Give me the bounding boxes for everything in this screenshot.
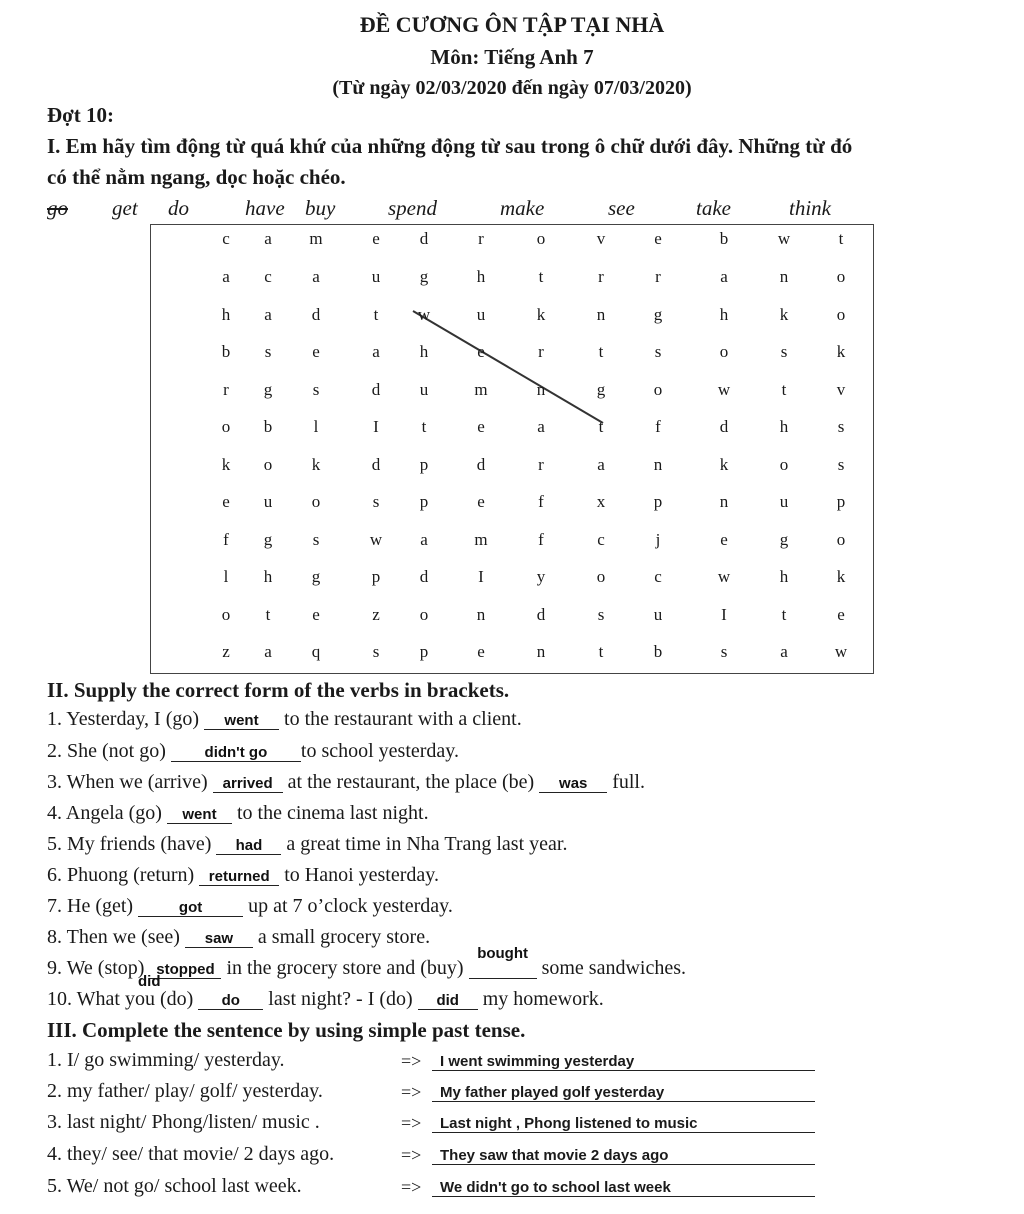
exercise-line — [47, 895, 453, 918]
question-text: a great time in Nha Trang last year. — [281, 833, 568, 855]
grid-cell: p — [419, 642, 429, 661]
grid-cell: n — [596, 305, 606, 324]
grid-cell: t — [838, 229, 844, 248]
grid-cell: b — [221, 342, 231, 361]
sentence-answer: We didn't go to school last week — [432, 1179, 815, 1197]
grid-cell: a — [312, 267, 320, 286]
grid-cell: t — [781, 380, 787, 399]
grid-cell: t — [373, 305, 379, 324]
grid-cell: k — [536, 305, 546, 324]
arrow-icon: => — [401, 1177, 422, 1197]
grid-cell: m — [474, 380, 488, 399]
grid-cell: m — [474, 530, 488, 549]
grid-cell: a — [420, 530, 428, 549]
grid-cell: o — [779, 455, 789, 474]
answer-blank: had — [216, 837, 281, 855]
arrow-icon: => — [401, 1082, 422, 1102]
grid-cell: g — [653, 305, 663, 324]
grid-cell: m — [309, 229, 323, 248]
grid-cell: w — [417, 305, 431, 324]
arrow-icon: => — [401, 1145, 422, 1165]
grid-cell: d — [311, 305, 321, 324]
grid-cell: s — [837, 417, 845, 436]
grid-cell: n — [653, 455, 663, 474]
grid-cell: a — [537, 417, 545, 436]
grid-cell: w — [717, 380, 731, 399]
grid-cell: n — [476, 605, 486, 624]
grid-cell: p — [371, 567, 381, 586]
answer-blank: was — [539, 775, 607, 793]
question-text: to school yesterday. — [300, 740, 459, 762]
grid-cell: c — [264, 267, 272, 286]
word-item: have — [245, 196, 285, 220]
grid-cell: k — [311, 455, 321, 474]
question-text: to the restaurant with a client. — [279, 708, 522, 730]
question-text: 3. When we (arrive) — [47, 771, 213, 793]
grid-cell: q — [311, 642, 321, 661]
sentence-answer: My father played golf yesterday — [432, 1084, 815, 1102]
question-text: 4. Angela (go) — [47, 802, 167, 824]
answer-blank: bought — [469, 961, 537, 979]
grid-cell: t — [781, 605, 787, 624]
grid-cell: v — [596, 229, 606, 248]
question-text: 10. What you (do) — [47, 988, 199, 1010]
batch-label: Đợt 10: — [47, 103, 115, 127]
arrow-icon: => — [401, 1051, 422, 1071]
exercise-line — [47, 973, 604, 1011]
grid-cell: s — [264, 342, 272, 361]
answer-blank: went — [167, 806, 232, 824]
sentence-prompt: 2. my father/ play/ golf/ yesterday. — [47, 1080, 323, 1102]
grid-cell: u — [653, 605, 663, 624]
answer-blank: didn't go — [171, 744, 301, 762]
exercise-line — [47, 926, 430, 949]
grid-cell: w — [777, 229, 791, 248]
grid-cell: j — [655, 530, 661, 549]
grid-cell: r — [538, 342, 544, 361]
grid-cell: a — [780, 642, 788, 661]
grid-cell: f — [538, 530, 544, 549]
word-item: buy — [305, 196, 336, 220]
word-item: do — [168, 196, 189, 220]
grid-cell: o — [596, 567, 606, 586]
grid-cell: e — [654, 229, 662, 248]
word-list — [0, 196, 1024, 222]
grid-cell: v — [836, 380, 846, 399]
sentence-prompt: 4. they/ see/ that movie/ 2 days ago. — [47, 1143, 335, 1165]
grid-cell: k — [779, 305, 789, 324]
grid-cell: t — [598, 342, 604, 361]
word-item: make — [500, 196, 545, 220]
grid-cell: e — [312, 605, 320, 624]
exercise-line — [47, 864, 439, 887]
grid-cell: t — [421, 417, 427, 436]
sentence-prompt: 1. I/ go swimming/ yesterday. — [47, 1049, 285, 1071]
grid-cell: a — [222, 267, 230, 286]
question-text: 1. Yesterday, I (go) — [47, 708, 205, 730]
grid-cell: b — [263, 417, 273, 436]
grid-cell: g — [419, 267, 429, 286]
grid-cell: d — [476, 455, 486, 474]
question-text: 9. We (stop) — [47, 957, 150, 979]
section1-instruction-line2: có thể nằm ngang, dọc hoặc chéo. — [47, 165, 346, 189]
word-item: take — [696, 196, 731, 220]
grid-cell: u — [476, 305, 486, 324]
grid-cell: d — [371, 380, 381, 399]
question-text: some sandwiches. — [536, 957, 687, 979]
grid-cell: a — [597, 455, 605, 474]
grid-cell: n — [719, 492, 729, 511]
question-text: 5. My friends (have) — [47, 833, 217, 855]
answer-blank: got — [138, 899, 243, 917]
question-text: to Hanoi yesterday. — [279, 864, 439, 886]
grid-cell: e — [477, 417, 485, 436]
grid-cell: s — [780, 342, 788, 361]
grid-cell: h — [476, 267, 486, 286]
grid-cell: p — [653, 492, 663, 511]
grid-cell: o — [221, 417, 231, 436]
grid-cell: c — [597, 530, 605, 549]
sentence-prompt: 5. We/ not go/ school last week. — [47, 1175, 302, 1197]
grid-cell: g — [311, 567, 321, 586]
grid-cell: w — [717, 567, 731, 586]
exercise-line — [47, 740, 459, 763]
grid-cell: a — [264, 305, 272, 324]
date-range: (Từ ngày 02/03/2020 đến ngày 07/03/2020) — [332, 77, 692, 99]
grid-cell: s — [372, 642, 380, 661]
grid-cell: o — [719, 342, 729, 361]
answer-blank: did — [418, 992, 478, 1010]
grid-cell: e — [720, 530, 728, 549]
section1-instruction-line1: I. Em hãy tìm động từ quá khứ của những động từ sau trong ô chữ dưới đây. Những từ đó — [47, 134, 853, 158]
grid-cell: z — [222, 642, 230, 661]
grid-cell: k — [719, 455, 729, 474]
grid-cell: u — [419, 380, 429, 399]
grid-cell: g — [779, 530, 789, 549]
grid-cell: h — [221, 305, 231, 324]
solution-line — [151, 225, 875, 675]
grid-cell: s — [654, 342, 662, 361]
question-text: in the grocery store and (buy) — [221, 957, 469, 979]
grid-cell: f — [223, 530, 229, 549]
grid-cell: b — [653, 642, 663, 661]
answer-blank: saw — [185, 930, 253, 948]
grid-cell: a — [264, 642, 272, 661]
grid-cell: r — [538, 455, 544, 474]
grid-cell: e — [477, 342, 485, 361]
section2-heading: II. Supply the correct form of the verbs in brackets. — [47, 678, 510, 702]
answer-blank: arrived — [213, 775, 283, 793]
sentence-answer: I went swimming yesterday — [432, 1053, 815, 1071]
question-text: last night? - I (do) — [263, 988, 418, 1010]
arrow-icon: => — [401, 1113, 422, 1133]
grid-cell: o — [836, 530, 846, 549]
grid-cell: u — [371, 267, 381, 286]
grid-cell: p — [419, 492, 429, 511]
sentence-prompt: 3. last night/ Phong/listen/ music . — [47, 1111, 320, 1133]
grid-cell: c — [222, 229, 230, 248]
grid-cell: d — [419, 567, 429, 586]
word-item: spend — [388, 196, 437, 220]
grid-cell: h — [719, 305, 729, 324]
grid-cell: t — [538, 267, 544, 286]
grid-cell: c — [654, 567, 662, 586]
exercise-line — [47, 833, 567, 856]
grid-cell: h — [419, 342, 429, 361]
grid-cell: h — [779, 417, 789, 436]
grid-cell: r — [598, 267, 604, 286]
grid-cell: s — [312, 380, 320, 399]
grid-cell: o — [653, 380, 663, 399]
grid-cell: p — [836, 492, 846, 511]
sentence-answer: Last night , Phong listened to music — [432, 1115, 815, 1133]
grid-cell: s — [597, 605, 605, 624]
question-text: up at 7 o’clock yesterday. — [243, 895, 453, 917]
answer-blank: stopped — [149, 961, 221, 979]
grid-cell: p — [419, 455, 429, 474]
grid-cell: I — [373, 417, 379, 436]
word-item: go — [47, 196, 68, 220]
grid-cell: t — [265, 605, 271, 624]
grid-cell: o — [311, 492, 321, 511]
question-text: 8. Then we (see) — [47, 926, 185, 948]
grid-cell: r — [655, 267, 661, 286]
grid-cell: t — [598, 642, 604, 661]
grid-cell: e — [312, 342, 320, 361]
question-text: 6. Phuong (return) — [47, 864, 200, 886]
grid-cell: u — [263, 492, 273, 511]
section3-heading: III. Complete the sentence by using simple past tense. — [47, 1018, 526, 1042]
grid-cell: t — [598, 417, 604, 436]
grid-cell: s — [312, 530, 320, 549]
grid-cell: k — [221, 455, 231, 474]
grid-cell: f — [538, 492, 544, 511]
grid-cell: w — [834, 642, 848, 661]
grid-cell: y — [536, 567, 546, 586]
answer-blank: went — [204, 712, 279, 730]
exercise-line — [47, 708, 522, 731]
grid-cell: k — [836, 567, 846, 586]
grid-cell: I — [478, 567, 484, 586]
inserted-word: did — [138, 973, 161, 990]
grid-cell: b — [719, 229, 729, 248]
grid-cell: s — [837, 455, 845, 474]
grid-cell: h — [263, 567, 273, 586]
grid-cell: s — [372, 492, 380, 511]
exercise-line — [47, 802, 429, 825]
grid-cell: a — [264, 229, 272, 248]
grid-cell: d — [371, 455, 381, 474]
grid-cell: w — [369, 530, 383, 549]
grid-cell: h — [779, 567, 789, 586]
grid-cell: o — [263, 455, 273, 474]
grid-cell: s — [720, 642, 728, 661]
grid-cell: n — [536, 642, 546, 661]
word-item: get — [112, 196, 138, 220]
answer-blank: returned — [199, 868, 279, 886]
grid-cell: o — [419, 605, 429, 624]
answer-blank: do — [198, 992, 263, 1010]
grid-cell: n — [536, 380, 546, 399]
grid-cell: l — [313, 417, 319, 436]
grid-cell: o — [221, 605, 231, 624]
grid-cell: e — [372, 229, 380, 248]
exercise-line — [47, 771, 645, 794]
grid-cell: e — [477, 642, 485, 661]
grid-cell: o — [836, 305, 846, 324]
grid-cell: k — [836, 342, 846, 361]
grid-cell: d — [536, 605, 546, 624]
grid-cell: d — [719, 417, 729, 436]
grid-cell: f — [655, 417, 661, 436]
question-text: 2. She (not go) — [47, 740, 171, 762]
grid-cell: e — [837, 605, 845, 624]
grid-cell: g — [596, 380, 606, 399]
question-text: a small grocery store. — [252, 926, 431, 948]
question-text: 7. He (get) — [47, 895, 139, 917]
question-text: my homework. — [477, 988, 604, 1010]
grid-cell: r — [223, 380, 229, 399]
word-search-grid — [150, 224, 874, 674]
grid-cell: d — [419, 229, 429, 248]
word-item: think — [789, 196, 831, 220]
grid-cell: o — [836, 267, 846, 286]
grid-cell: x — [596, 492, 606, 511]
question-text: to the cinema last night. — [231, 802, 429, 824]
grid-cell: e — [477, 492, 485, 511]
grid-cell: n — [779, 267, 789, 286]
question-text: full. — [607, 771, 645, 793]
subject-line: Môn: Tiếng Anh 7 — [430, 45, 594, 69]
document-title: ĐỀ CƯƠNG ÔN TẬP TẠI NHÀ — [359, 12, 665, 37]
grid-cell: g — [263, 380, 273, 399]
sentence-answer: They saw that movie 2 days ago — [432, 1147, 815, 1165]
grid-cell: a — [372, 342, 380, 361]
grid-cell: z — [372, 605, 380, 624]
grid-cell: I — [721, 605, 727, 624]
question-text: at the restaurant, the place (be) — [282, 771, 540, 793]
grid-cell: e — [222, 492, 230, 511]
grid-cell: o — [536, 229, 546, 248]
grid-cell: l — [223, 567, 229, 586]
grid-cell: u — [779, 492, 789, 511]
grid-cell: r — [478, 229, 484, 248]
grid-cell: g — [263, 530, 273, 549]
word-item: see — [608, 196, 635, 220]
grid-cell: a — [720, 267, 728, 286]
